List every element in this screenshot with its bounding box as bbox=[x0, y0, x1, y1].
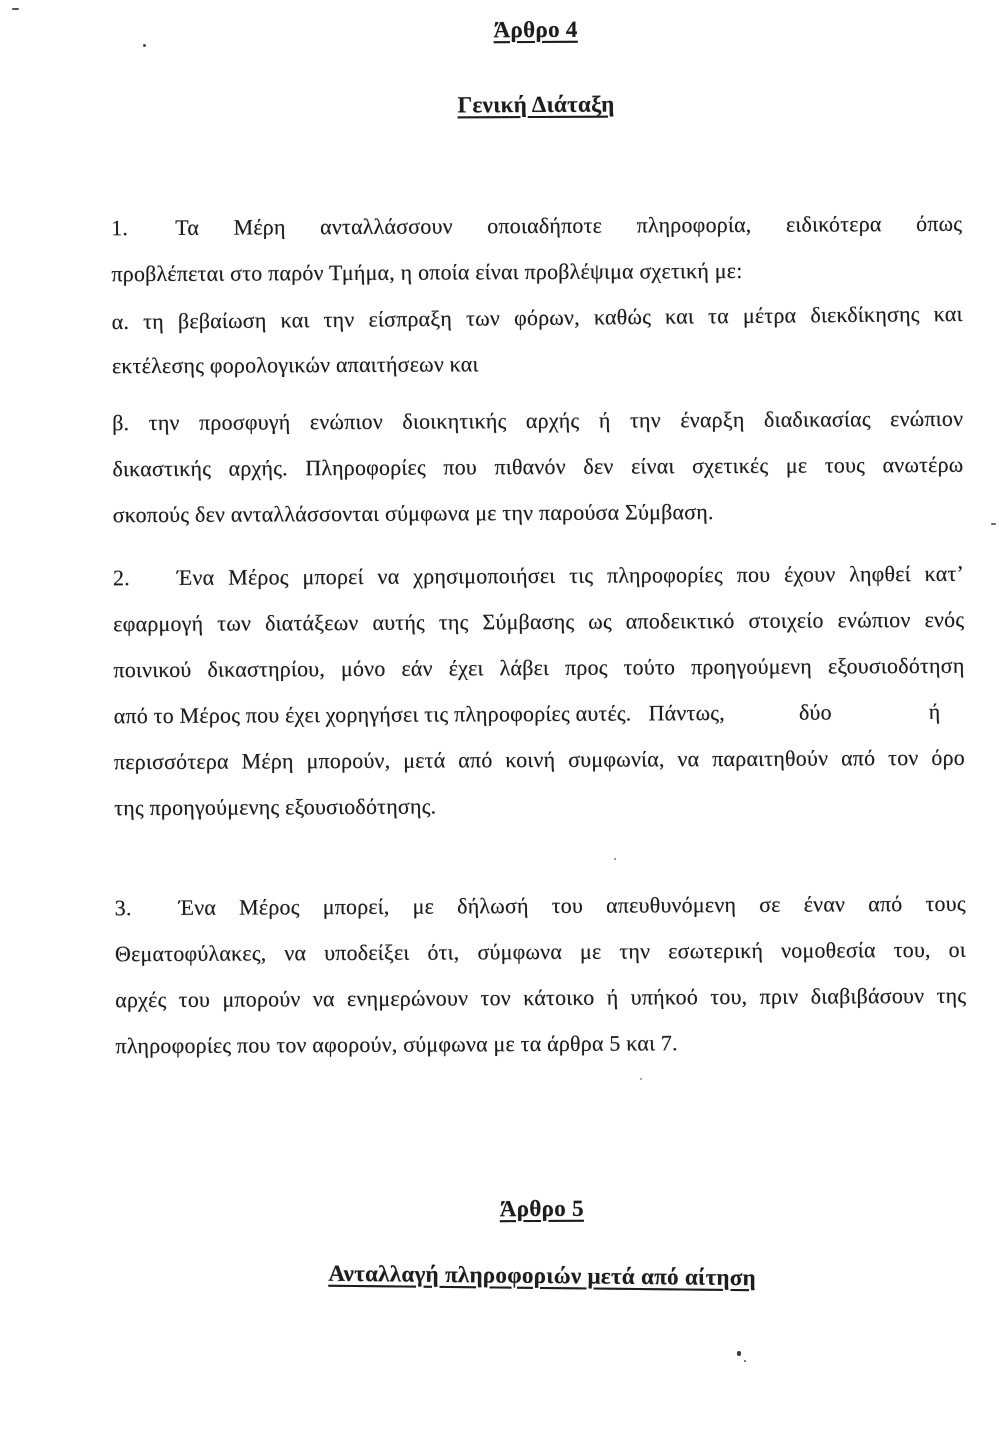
paragraph-line: εκτέλεσης φορολογικών απαιτήσεων και bbox=[111, 351, 479, 379]
paragraph-1b bbox=[112, 396, 964, 538]
paragraph-line bbox=[115, 881, 966, 931]
paragraph-line: της προηγούμενης εξουσιοδότησης. bbox=[114, 793, 437, 821]
paragraph-text: Ένα Μέρος μπορεί, με δήλωσή του απευθυνόμενη σε έναν από τους bbox=[178, 890, 966, 920]
article-5-subheading bbox=[117, 1258, 968, 1295]
article-4-title: Άρθρο 4 bbox=[493, 16, 578, 43]
paragraph-number: 1. bbox=[111, 215, 129, 241]
paragraph-text: Τα Μέρη ανταλλάσσουν οποιαδήποτε πληροφορία, ειδικότερα όπως bbox=[175, 210, 963, 240]
article-5-heading bbox=[116, 1193, 967, 1225]
article-5-title: Άρθρο 5 bbox=[499, 1195, 584, 1222]
paragraph-line: αρχές του μπορούν να ενημερώνουν τον κάτοικο ή υπήκοό του, πριν διαβιβάσουν της bbox=[115, 982, 967, 1013]
paragraph-line: περισσότερα Μέρη μπορούν, μετά από κοινή συμφωνία, να παραιτηθούν από τον όρο bbox=[113, 744, 966, 775]
paragraph-line: προβλέπεται στο παρόν Τμήμα, η οποία είναι προβλέψιμα σχετική με: bbox=[111, 257, 743, 287]
paragraph-number: 3. bbox=[114, 895, 132, 921]
paragraph-line: πληροφορίες που τον αφορούν, σύμφωνα με τα άρθρα 5 και 7. bbox=[115, 1030, 678, 1059]
scan-speck bbox=[991, 523, 996, 525]
paragraph-line: α. τη βεβαίωση και την είσπραξη των φόρων, καθώς και τα μέτρα διεκδίκησης και bbox=[111, 300, 963, 335]
scan-speck bbox=[143, 44, 146, 47]
paragraph-line: β. την προσφυγή ενώπιον διοικητικής αρχής ή την έναρξη διαδικασίας ενώπιον bbox=[112, 405, 964, 436]
paragraph-text: Ένα Μέρος μπορεί να χρησιμοποιήσει τις πληροφορίες που έχουν ληφθεί κατ’ bbox=[176, 560, 965, 590]
paragraph-line: δικαστικής αρχής. Πληροφορίες που πιθανόν δεν είναι σχετικές με τους ανωτέρω bbox=[112, 451, 964, 482]
scan-speck bbox=[640, 1078, 642, 1080]
scan-speck bbox=[614, 858, 616, 860]
paragraph-line: εφαρμογή των διατάξεων αυτής της Σύμβασης ως αποδεικτικό στοιχείο ενώπιον ενός bbox=[113, 606, 965, 637]
paragraph-line: σκοπούς δεν ανταλλάσσονται σύμφωνα με την παρούσα Σύμβαση. bbox=[112, 499, 714, 528]
paragraph-line: από το Μέρος που έχει χορηγήσει τις πληροφορίες αυτές. Πάντως, δύο ή bbox=[113, 698, 941, 729]
paragraph-line bbox=[113, 551, 964, 601]
paragraph-line: ποινικού δικαστηρίου, μόνο εάν έχει λάβει προς τούτο προηγούμενη εξουσιοδότηση bbox=[113, 652, 965, 683]
paragraph-2 bbox=[113, 551, 965, 831]
page-content bbox=[110, 0, 968, 1292]
paragraph-1 bbox=[111, 201, 963, 389]
article-4-subheading bbox=[110, 89, 961, 121]
paragraph-line: Θεματοφύλακες, να υποδείξει ότι, σύμφωνα με την εσωτερική νομοθεσία του, οι bbox=[114, 936, 967, 967]
article-4-subtitle: Γενική Διάταξη bbox=[457, 91, 615, 118]
article-4-heading bbox=[110, 14, 961, 46]
paragraph-number: 2. bbox=[112, 565, 130, 591]
paragraph-line bbox=[111, 201, 962, 251]
scan-speck bbox=[744, 1360, 746, 1362]
article-5-subtitle: Ανταλλαγή πληροφοριών μετά από αίτηση bbox=[328, 1260, 757, 1291]
scan-speck bbox=[737, 1351, 741, 1356]
scan-speck bbox=[12, 8, 19, 10]
paragraph-3 bbox=[115, 881, 967, 1069]
